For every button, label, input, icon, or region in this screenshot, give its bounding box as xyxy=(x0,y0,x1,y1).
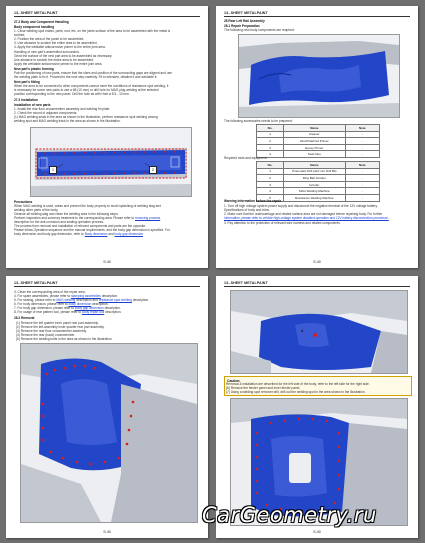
cell: 2 xyxy=(257,138,284,145)
header-rule xyxy=(224,286,410,287)
body-text: 2. Check the mount of adjacent components. xyxy=(14,111,78,115)
body-text: 8. For usage of rear pattern tool, please refer to Body repair tool description. xyxy=(14,310,122,314)
manual-page-3 xyxy=(6,276,208,538)
cell: - xyxy=(345,194,379,201)
removal-figure xyxy=(20,343,198,523)
body-text: Perform inspection and solvency treatment to the corresponding area. Please refer to removing process xyxy=(14,216,161,220)
caution-step: (7) Using a welding spot remover drill, drill out the welding spot in the area shown in the illustration. xyxy=(226,390,366,394)
manual-page-2 xyxy=(216,6,418,268)
table-row xyxy=(257,151,380,158)
callout-a: A xyxy=(301,329,304,333)
body-text: 2. Position the area of the panel to be assembled. xyxy=(14,37,85,41)
manual-page-1 xyxy=(6,6,208,268)
col-header: Note xyxy=(345,162,379,169)
cell: Seal Glue xyxy=(284,151,346,158)
body-text: is necessary for some new parts to use a 68 (10 mm) or drill hole for MAG plug welding at the selected xyxy=(14,88,159,92)
body-text: Use abrasive to scratch the entire area to be assembled. xyxy=(14,58,94,62)
crossmember-diagram xyxy=(31,128,191,196)
body-text: 3. Clean the corresponding area of the repair area. xyxy=(14,290,86,294)
callout-1: 1 xyxy=(49,166,57,174)
page-header: 13.-SHEET METALPAINT xyxy=(224,11,268,15)
body-text: When MAG welding is used, areas and prevent the body property to avoid splashing of welding slag and xyxy=(14,204,161,208)
cell: - xyxy=(345,151,379,158)
subsection-title: Body component handling xyxy=(14,24,55,29)
warning-link[interactable]: information, please refer to vehicle high-voltage system disabled operation and 12V battery disconnection procedure. xyxy=(224,216,389,220)
cell: - xyxy=(345,188,379,195)
table-caption: Required tools and equipment: xyxy=(224,156,268,160)
body-text: the welding plate to fix it. Proceed to the next step carefully. Fit to intended, detailed it and weldable it. xyxy=(14,75,158,79)
cell: - xyxy=(345,181,379,188)
tools-table xyxy=(256,161,380,202)
cell: 3 xyxy=(257,181,284,188)
page-number: S-40 xyxy=(103,530,111,534)
body-text: 3. Use abrasive to scratch the entire area to be assembled. xyxy=(14,41,98,45)
rear-panel-figure xyxy=(230,290,408,374)
removal-title: 28.2 Removal xyxy=(14,316,35,320)
body-text: welding spot and MAG welding track in the area as shown in the illustration. xyxy=(14,119,121,123)
caution-step: (6) Remove the fender panel and inner fender panel. xyxy=(226,386,301,390)
site-watermark: CarGeometry.ru xyxy=(202,503,377,527)
body-text: 6. For body dimension, please refer to Body dimension description. xyxy=(14,302,109,306)
body-text: body dimension and body gap dimension, refer to Body dimension and body gap dimension xyxy=(14,232,144,236)
body-text: 4. For spare assemblies, please refer to stamping assemblies description. xyxy=(14,294,119,298)
body-text: 7. For body gap dimension, please refer to Body gap dimension description. xyxy=(14,306,121,310)
cell: 2 xyxy=(257,175,284,182)
body-text: welding other parts of the body. xyxy=(14,208,59,212)
col-header: Name xyxy=(284,162,346,169)
cell: 4 xyxy=(257,188,284,195)
table-row xyxy=(257,138,380,145)
body-text: When the area to be connected to other components cannot meet the conditions of resistance spot welding, it xyxy=(14,84,169,88)
materials-table xyxy=(256,124,380,158)
cell: - xyxy=(345,131,379,138)
body-text: 5. For sealing, please refer to MAG welding description and resistance spot welding description. xyxy=(14,298,150,302)
body-text: Handling of new part's assembled surrounded. xyxy=(14,50,80,54)
section-title: 28 Rear Left Rail Assembly xyxy=(224,19,265,23)
warning-text: Specifications of body and trims. xyxy=(224,207,270,212)
mag-welding-link[interactable]: MAG welding xyxy=(56,298,76,302)
cell: 4 xyxy=(257,151,284,158)
col-header: Name xyxy=(284,125,346,132)
precautions-title: Precautions xyxy=(14,200,33,204)
body-text: Apply the weldable anticorrosive primer to the entire joint area. xyxy=(14,62,103,66)
rear-panel-diagram xyxy=(231,291,407,373)
rear-rail-figure xyxy=(238,34,400,118)
col-header: No. xyxy=(257,162,284,169)
page-header: 13.-SHEET METALPAINT xyxy=(14,11,58,15)
removal-step: (1) Remove the left quarter inner panel rear part assembly. xyxy=(16,320,99,325)
cell: - xyxy=(345,168,379,175)
caution-text: Removal & installation are described for the left side of the body, refer to the left side for the right side. xyxy=(226,381,370,386)
removing-process-link[interactable]: removing process xyxy=(135,216,161,220)
body-text: Please follow Operation sequence and the manual requirements, and the body gap dimension is specified. For xyxy=(14,228,170,232)
cell: 1 xyxy=(257,168,284,175)
removal-step: (4) Remove the rear (back) crossmember. xyxy=(16,332,76,337)
body-dimension-link[interactable]: Body dimension xyxy=(84,232,108,236)
table-caption: The following accessories needs to be prepared: xyxy=(224,119,293,123)
header-rule xyxy=(224,16,410,17)
rear-rail-diagram xyxy=(239,35,399,117)
warning-text: 2. Make sure that the undercarriage and related surface area are not damaged before repairing body. For further xyxy=(224,212,383,216)
removal-step: (5) Remove the welding bolts in the area as shown in the illustration. xyxy=(16,336,113,341)
table-row xyxy=(257,168,380,175)
warning-text: 3. Pay attention to the protection of relevant wire harness and related components. xyxy=(224,221,341,225)
table-row xyxy=(257,175,380,182)
page-number: S-40 xyxy=(103,260,111,264)
header-rule xyxy=(14,16,200,17)
subsection-title: Installation of new parts xyxy=(14,102,51,107)
header-rule xyxy=(14,286,200,287)
cell: Ring Belt Grinder xyxy=(284,175,346,182)
warning-title: Warning information before the repair. xyxy=(224,199,282,203)
table-row xyxy=(257,144,380,151)
cell: - xyxy=(345,144,379,151)
cell: - xyxy=(345,138,379,145)
resistance-spot-welding-link[interactable]: resistance spot welding xyxy=(98,298,132,302)
table-row xyxy=(257,181,380,188)
body-text: (1) MAG welding seals in the area as shown in the illustration, perform resistance spot welding among xyxy=(14,115,158,119)
cell: 5 xyxy=(257,194,284,201)
cell: Epoxy Primer xyxy=(284,144,346,151)
cell: Cleaner xyxy=(284,131,346,138)
cell: - xyxy=(345,175,379,182)
body-text: position corresponding to the new panel. Drill the hole as with Hole ø 8.5 - 10 mm. xyxy=(14,92,130,96)
body-text: Grind the surface of the new part area to be assembled as necessary. xyxy=(14,54,113,58)
warning-text: 1. Turn off high voltage system power supply and disconnect the negative terminal of the 12V voltage battery. xyxy=(224,203,378,208)
body-text: Cleanse all welding slag and clean the welding area in the following steps. xyxy=(14,212,119,216)
subsection-title: 28.1 Repair Preparation xyxy=(224,23,260,28)
crossmember-welding-figure xyxy=(30,127,192,197)
cell: Pneumatic Drill (ø10 mm Drill Bit) xyxy=(284,168,346,175)
removal-step: (3) Remove the rear floor crossmember assembly. xyxy=(16,328,87,333)
body-text: 4. Apply the weldable anticorrosive primer to the entire joint area. xyxy=(14,45,106,49)
section-title: 27.3 Installation xyxy=(14,98,38,102)
body-dimension-link[interactable]: Body dimension xyxy=(68,302,92,306)
table-row xyxy=(257,188,380,195)
body-gap-dimension-link[interactable]: Body gap dimension xyxy=(74,306,104,310)
caution-title: Caution xyxy=(227,378,240,383)
page-header: 13.-SHEET METALPAINT xyxy=(224,281,268,285)
cell: 3 xyxy=(257,144,284,151)
body-text: description for the anti-corrosion and sealing operation process. xyxy=(14,220,104,224)
subsection-title: New part's plastic forming xyxy=(14,67,54,71)
page-number: S-40 xyxy=(313,530,321,534)
intro-text: The following new body components are required: xyxy=(224,28,295,32)
col-header: Note xyxy=(345,125,379,132)
cell: 1 xyxy=(257,131,284,138)
section-title: 27.2 Body and Component Handling xyxy=(14,20,69,24)
subsection-title: New part's fitting xyxy=(14,80,40,84)
callout-2: 2 xyxy=(149,166,157,174)
cell: MAG Welding Machine xyxy=(284,188,346,195)
body-text: scribed. xyxy=(14,33,26,37)
body-text: The process from removal and installation of relevant components and parts are the opposite. xyxy=(14,224,146,228)
removal-step: (2) Remove the left-assembly inner quarter rear part assembly. xyxy=(16,324,105,329)
stamping-assemblies-link[interactable]: stamping assemblies xyxy=(71,294,101,298)
col-header: No. xyxy=(257,125,284,132)
body-text: 1. Install the rear floor crossmember assembly and welding fin plate. xyxy=(14,107,111,111)
cell: Resistance Welding Machine xyxy=(284,194,346,201)
body-text: Pair the positioning of new parts, ensure that the sizes and position of the surrounding gaps are aligned and use xyxy=(14,71,172,75)
removal-diagram xyxy=(21,344,197,522)
body-repair-tool-link[interactable]: Body repair tool xyxy=(81,310,105,314)
table-row xyxy=(257,131,380,138)
body-gap-dimension-link[interactable]: body gap dimension xyxy=(114,232,144,236)
cell: Grinder xyxy=(284,181,346,188)
page-header: 13.-SHEET METALPAINT xyxy=(14,281,58,285)
body-text: 1. Close welding spot marks, paint, rust, etc. on the joints surface of the area to be assembled with the metal is xyxy=(14,29,171,33)
page-number: S-40 xyxy=(313,260,321,264)
manual-page-4 xyxy=(216,276,418,538)
cell: Zinc/Polarized Primer xyxy=(284,138,346,145)
